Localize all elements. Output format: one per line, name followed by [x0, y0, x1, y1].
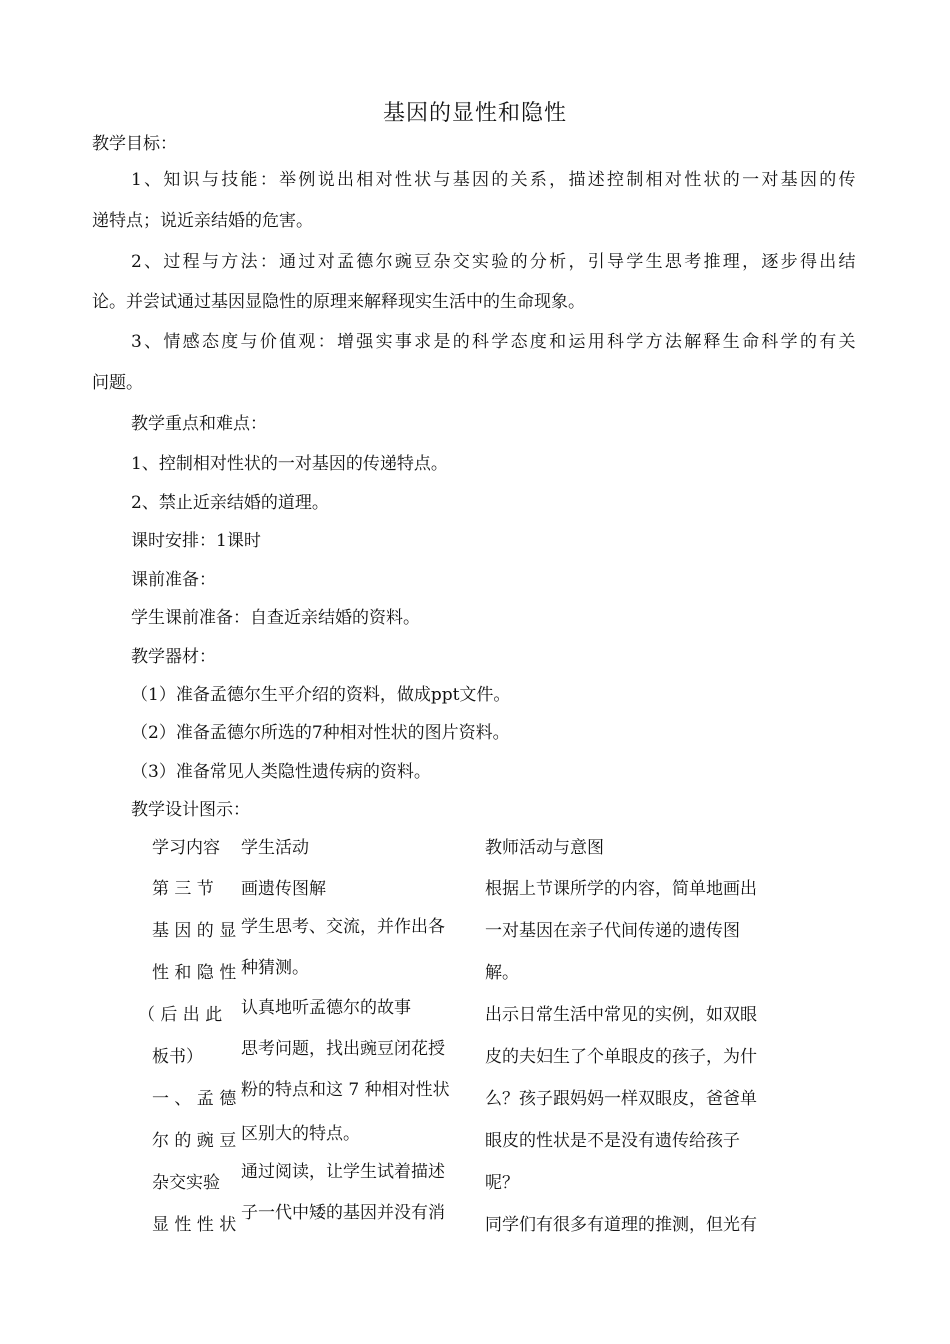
objective-3-line-1: 3、情感态度与价值观：增强实事求是的科学态度和运用科学方法解释生命科学的有关: [131, 332, 858, 352]
table-col2-line: 学生思考、交流，并作出各: [241, 917, 445, 937]
objective-3-line-2: 问题。: [92, 373, 143, 393]
table-header-content: 学习内容: [152, 838, 220, 858]
design-heading: 教学设计图示：: [131, 800, 250, 820]
material-item-2: （2）准备孟德尔所选的7种相对性状的图片资料。: [131, 723, 510, 743]
table-col1-line: 基 因 的 显: [152, 921, 237, 941]
material-item-3: （3）准备常见人类隐性遗传病的资料。: [131, 762, 431, 782]
table-col1-line: 尔 的 豌 豆: [152, 1131, 237, 1151]
table-col1-line: 第 三 节: [152, 879, 214, 899]
table-header-teacher: 教师活动与意图: [485, 838, 604, 858]
table-col3-line: 一对基因在亲子代间传递的遗传图: [485, 921, 740, 941]
table-col3-line: 同学们有很多有道理的推测，但光有: [485, 1215, 757, 1235]
objective-1-line-1: 1、知识与技能：举例说出相对性状与基因的关系，描述控制相对性状的一对基因的传: [131, 170, 858, 190]
table-col1-line: 杂交实验: [152, 1173, 220, 1193]
table-col1-line: 一 、 孟 德: [152, 1089, 237, 1109]
objective-2-line-2: 论。并尝试通过基因显隐性的原理来解释现实生活中的生命现象。: [92, 292, 585, 312]
table-col1-line: 性 和 隐 性: [152, 963, 237, 983]
table-col3-line: 眼皮的性状是不是没有遗传给孩子: [485, 1131, 740, 1151]
table-col2-line: 画遗传图解: [241, 879, 326, 899]
table-header-student: 学生活动: [241, 838, 309, 858]
objective-2-line-1: 2、过程与方法：通过对孟德尔豌豆杂交实验的分析，引导学生思考推理，逐步得出结: [131, 252, 858, 272]
table-col3-line: 么？孩子跟妈妈一样双眼皮，爸爸单: [485, 1089, 757, 1109]
objectives-heading: 教学目标：: [92, 134, 177, 154]
table-col2-line: 思考问题，找出豌豆闭花授: [241, 1039, 445, 1059]
schedule-line: 课时安排：1课时: [131, 531, 261, 551]
table-col2-line: 认真地听孟德尔的故事: [241, 998, 411, 1018]
key-points-heading: 教学重点和难点：: [131, 414, 267, 434]
table-col3-line: 皮的夫妇生了个单眼皮的孩子，为什: [485, 1047, 757, 1067]
objective-1-line-2: 递特点；说近亲结婚的危害。: [92, 211, 313, 231]
table-col2-line: 区别大的特点。: [241, 1124, 360, 1144]
table-col1-line: 显 性 性 状: [152, 1215, 237, 1235]
table-col3-line: 出示日常生活中常见的实例，如双眼: [485, 1005, 757, 1025]
table-col2-line: 通过阅读，让学生试着描述: [241, 1162, 445, 1182]
materials-heading: 教学器材：: [131, 647, 216, 667]
table-col3-line: 根据上节课所学的内容，简单地画出: [485, 879, 757, 899]
table-col2-line: 子一代中矮的基因并没有消: [241, 1203, 445, 1223]
table-col3-line: 呢？: [485, 1173, 519, 1193]
table-col2-line: 粉的特点和这 7 种相对性状: [241, 1080, 450, 1100]
table-col3-line: 解。: [485, 963, 519, 983]
material-item-1: （1）准备孟德尔生平介绍的资料，做成ppt文件。: [131, 685, 511, 705]
table-col2-line: 种猜测。: [241, 958, 309, 978]
prep-heading: 课前准备：: [131, 570, 216, 590]
student-prep-line: 学生课前准备：自查近亲结婚的资料。: [131, 608, 420, 628]
table-col1-line: （ 后 出 此: [138, 1005, 223, 1025]
key-point-1: 1、控制相对性状的一对基因的传递特点。: [131, 454, 448, 474]
key-point-2: 2、禁止近亲结婚的道理。: [131, 493, 329, 513]
page-title: 基因的显性和隐性: [382, 101, 567, 126]
table-col1-line: 板书）: [152, 1047, 203, 1067]
